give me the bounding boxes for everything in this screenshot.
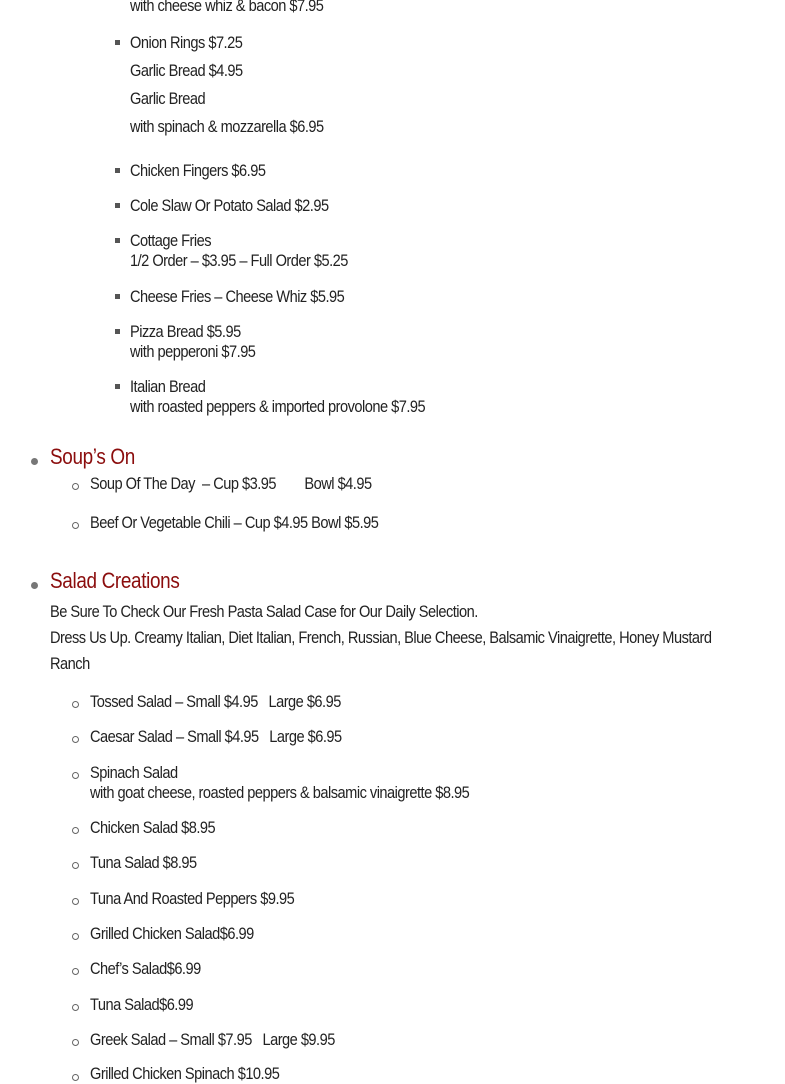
salad-item <box>90 818 236 838</box>
disc-bullet-icon <box>31 458 38 465</box>
item-line: with pepperoni $7.95 <box>130 342 256 361</box>
circle-bullet-icon <box>72 736 79 743</box>
circle-bullet-icon <box>72 933 79 940</box>
item-line: Garlic Bread $4.95 <box>130 61 243 80</box>
item-line: Caesar Salad – Small $4.95 Large $6.95 <box>90 727 342 746</box>
square-bullet-icon <box>115 329 120 334</box>
item-line: Spinach Salad <box>90 763 178 782</box>
salad-item <box>90 692 382 712</box>
item-line: Onion Rings $7.25 <box>130 33 243 52</box>
item-line: Tuna Salad$6.99 <box>90 995 194 1014</box>
item-line: Cole Slaw Or Potato Salad $2.95 <box>130 196 329 215</box>
item-line: Grilled Chicken Spinach $10.95 <box>90 1064 280 1083</box>
square-bullet-icon <box>115 168 120 173</box>
salad-item <box>90 1030 375 1050</box>
square-bullet-icon <box>115 203 120 208</box>
square-bullet-icon <box>115 238 120 243</box>
section-heading-soups: Soup’s On <box>50 444 135 469</box>
circle-bullet-icon <box>72 898 79 905</box>
item-line: Tuna And Roasted Peppers $9.95 <box>90 889 295 908</box>
item-line: Cottage Fries <box>130 231 212 250</box>
item-line: Pizza Bread $5.95 <box>130 322 241 341</box>
square-bullet-icon <box>115 40 120 45</box>
item-line: Soup Of The Day – Cup $3.95 Bowl $4.95 <box>90 474 372 493</box>
circle-bullet-icon <box>72 1004 79 1011</box>
item-line: Chicken Fingers $6.95 <box>130 161 266 180</box>
item-line: with cheese whiz & bacon $7.95 <box>130 0 324 15</box>
salad-item <box>90 727 383 747</box>
item-line: with goat cheese, roasted peppers & balsamic vinaigrette $8.95 <box>90 783 470 802</box>
square-bullet-icon <box>115 384 120 389</box>
item-line: Garlic Bread <box>130 89 206 108</box>
item-line: Cheese Fries – Cheese Whiz $5.95 <box>130 287 345 306</box>
intro-line: Dress Us Up. Creamy Italian, Diet Italian, French, Russian, Blue Cheese, Balsamic Vinaigrette, Honey Mustard Ranch <box>50 628 712 673</box>
salad-item <box>90 889 328 909</box>
circle-bullet-icon <box>72 827 79 834</box>
salad-item <box>90 924 280 944</box>
circle-bullet-icon <box>72 701 79 708</box>
salad-item <box>90 763 531 803</box>
circle-bullet-icon <box>72 968 79 975</box>
item-line: Italian Bread <box>130 377 206 396</box>
item-line: with roasted peppers & imported provolone $7.95 <box>130 397 426 416</box>
circle-bullet-icon <box>72 522 79 529</box>
intro-line: Be Sure To Check Our Fresh Pasta Salad Case for Our Daily Selection. <box>50 602 478 621</box>
circle-bullet-icon <box>72 862 79 869</box>
circle-bullet-icon <box>72 483 79 490</box>
soup-item <box>90 513 425 533</box>
item-line: Chicken Salad $8.95 <box>90 818 216 837</box>
circle-bullet-icon <box>72 1074 79 1081</box>
circle-bullet-icon <box>72 1039 79 1046</box>
item-line: Grilled Chicken Salad$6.99 <box>90 924 254 943</box>
item-line: Beef Or Vegetable Chili – Cup $4.95 Bowl $5.95 <box>90 513 379 532</box>
salad-item <box>90 853 214 873</box>
soup-item <box>90 474 417 494</box>
item-line: 1/2 Order – $3.95 – Full Order $5.25 <box>130 251 348 270</box>
item-line: with spinach & mozzarella $6.95 <box>130 117 324 136</box>
salad-item <box>90 1064 310 1084</box>
salad-intro <box>50 599 750 677</box>
item-line: Tossed Salad – Small $4.95 Large $6.95 <box>90 692 341 711</box>
item-line: Greek Salad – Small $7.95 Large $9.95 <box>90 1030 335 1049</box>
salad-item <box>90 995 210 1015</box>
section-heading-salads: Salad Creations <box>50 568 180 593</box>
square-bullet-icon <box>115 294 120 299</box>
disc-bullet-icon <box>31 582 38 589</box>
item-line: Tuna Salad $8.95 <box>90 853 197 872</box>
salad-item <box>90 959 219 979</box>
item-line: Chef’s Salad$6.99 <box>90 959 201 978</box>
circle-bullet-icon <box>72 772 79 779</box>
